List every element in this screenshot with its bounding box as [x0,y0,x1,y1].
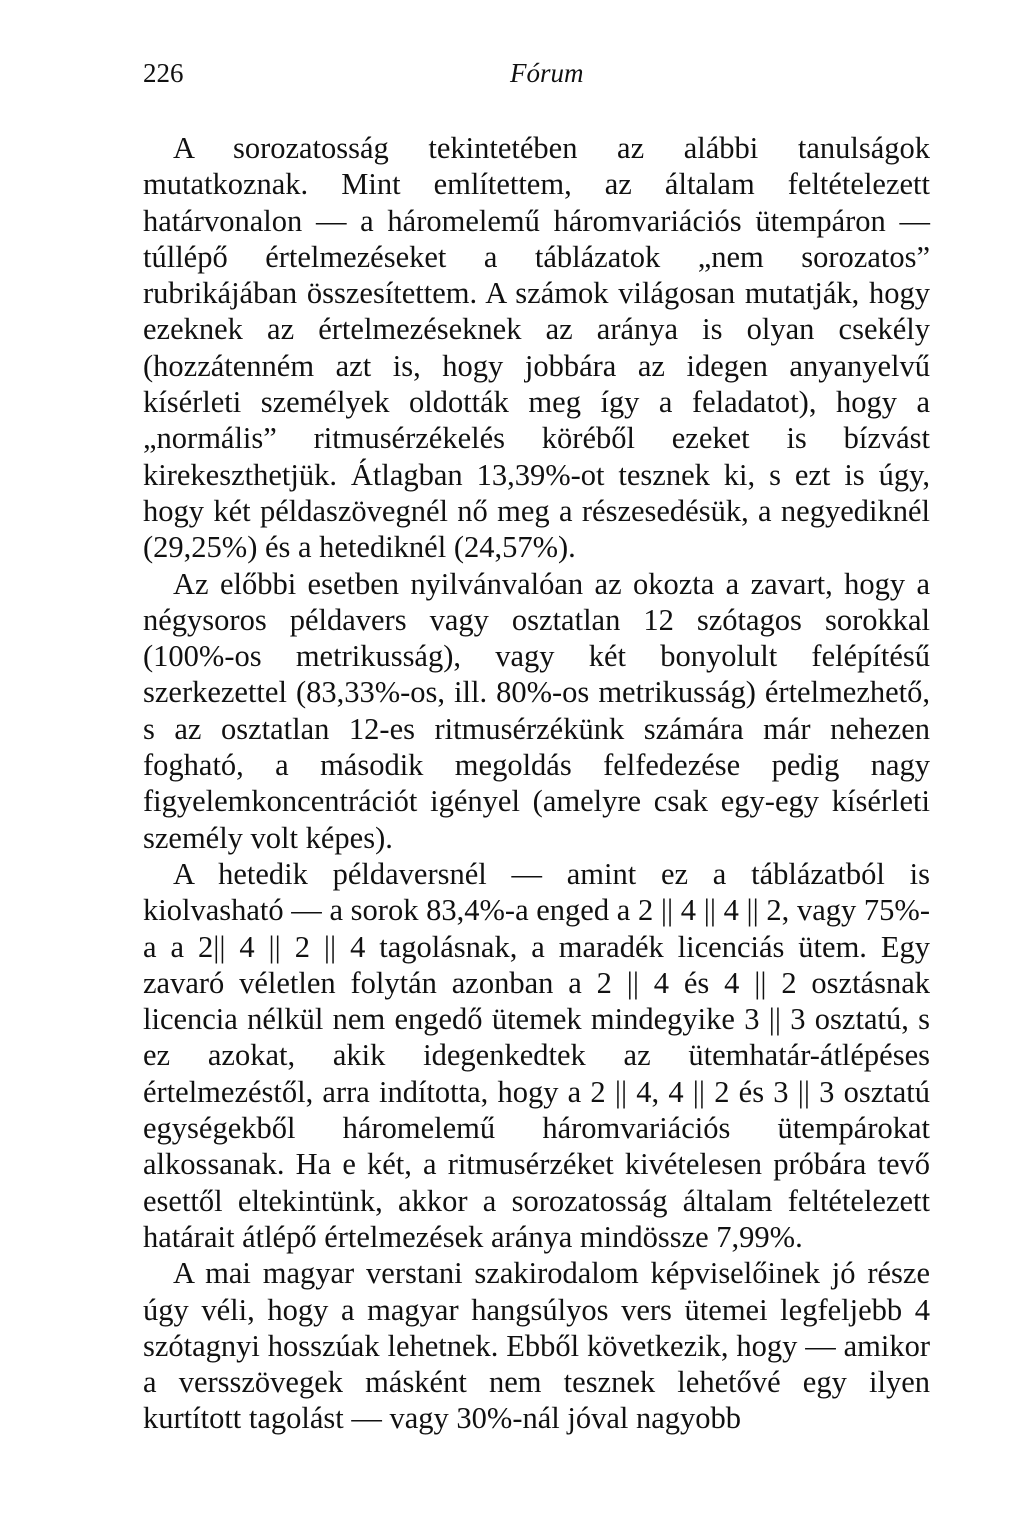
paragraph: A hetedik példaversnél — amint ez a táblázatból is kiolvasható — a sorok 83,4%-a enged a 2 || 4 || 4 || 2, vagy 75%-a a 2|| 4 || 2 || 4 tagolásnak, a maradék licenciás ütem. Egy zavaró véletlen folytán azonban a 2 || 4 és 4 || 2 osztásnak licencia nélkül nem engedő ütemek mindegyike 3 || 3 osztatú, s ez azokat, akik idegenkedtek az ütemhatár-átlépéses értelmezéstől, arra indította, hogy a 2 || 4, 4 || 2 és 3 || 3 osztatú egységekből háromelemű háromvariációs ütempárokat alkossanak. Ha e két, a ritmusérzéket kivételesen próbára tevő esettől eltekintünk, akkor a sorozatosság általam feltételezett határait átlépő értelmezések aránya mindössze 7,99%. [143,856,930,1254]
page-header [143,58,930,98]
page-number: 226 [143,58,184,88]
paragraph: A sorozatosság tekintetében az alábbi tanulságok mutatkoznak. Mint említettem, az általam feltételezett határvonalon — a háromelemű háromvariációs ütempáron — túllépő értelmezéseket a táblázatok „nem sorozatos” rubrikájában összesítettem. A számok világosan mutatják, hogy ezeknek az értelmezéseknek az aránya is olyan csekély (hozzátenném azt is, hogy jobbára az idegen anyanyelvű kísérleti személyek oldották meg így a feladatot), hogy a „normális” ritmusérzékelés köréből ezeket is bízvást kirekeszthetjük. Átlagban 13,39%-ot tesznek ki, s ezt is úgy, hogy két példaszövegnél nő meg a részesedésük, a negyediknél (29,25%) és a hetediknél (24,57%). [143,131,930,565]
paragraph: Az előbbi esetben nyilvánvalóan az okozta a zavart, hogy a négysoros példavers vagy osztatlan 12 szótagos sorokkal (100%-os metrikusság), vagy két bonyolult felépítésű szerkezettel (83,33%-os, ill. 80%-os metrikusság) értelmezhető, s az osztatlan 12-es ritmusérzékünk számára már nehezen fogható, a második megoldás felfedezése pedig nagy figyelemkoncentrációt igényel (amelyre csak egy-egy kísérleti személy volt képes). [143,566,930,855]
body-text [143,130,930,1437]
paragraph: A mai magyar verstani szakirodalom képviselőinek jó része úgy véli, hogy a magyar hangsúlyos vers ütemei legfeljebb 4 szótagnyi hosszúak lehetnek. Ebből következik, hogy — amikor a versszövegek másként nem tesznek lehetővé egy ilyen kurtított tagolást — vagy 30%-nál jóval nagyobb [143,1256,930,1436]
document-page [143,58,930,1437]
running-title: Fórum [510,58,584,88]
